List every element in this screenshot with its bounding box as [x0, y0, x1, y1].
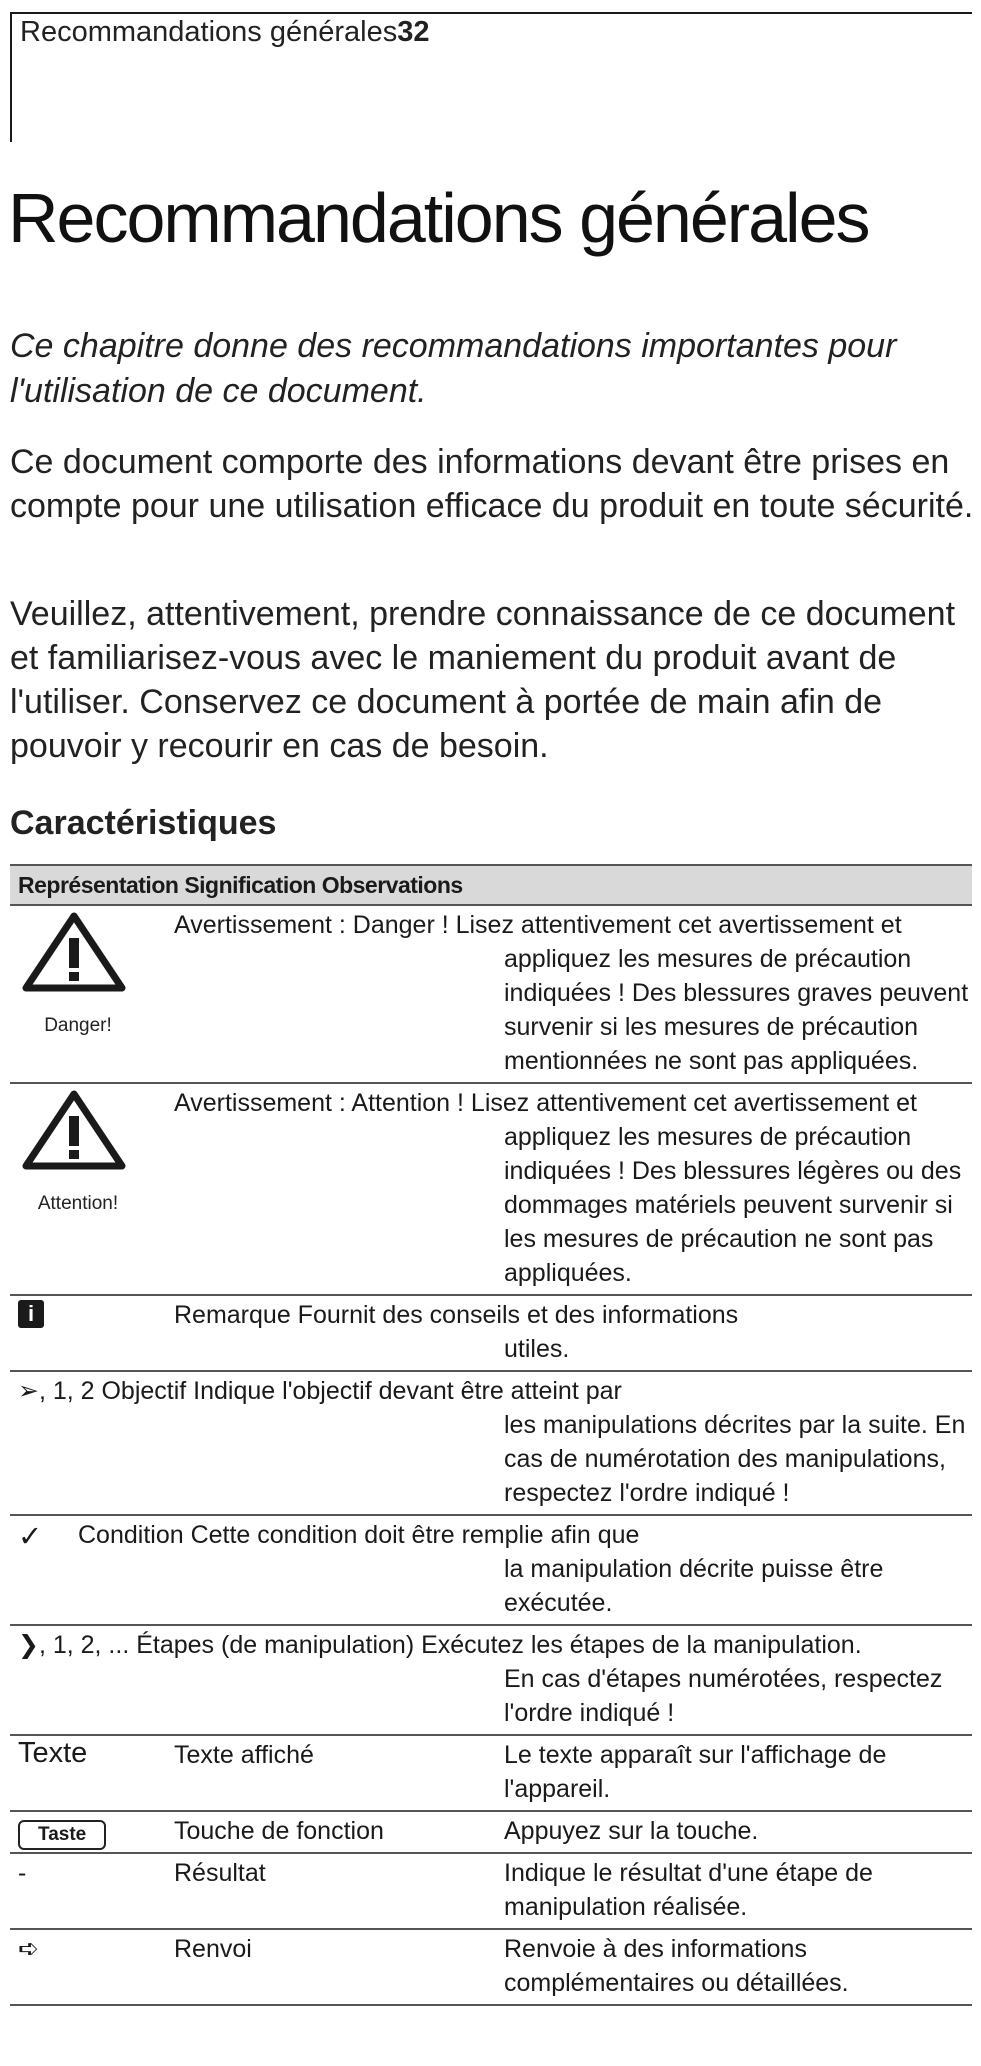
table-row-condition — [10, 1516, 972, 1626]
texte-symbol: Texte — [18, 1737, 88, 1769]
condition-rest: la manipulation décrite puisse être exécutée. — [504, 1555, 884, 1617]
resultat-meaning: Résultat — [174, 1859, 266, 1887]
table-row-etapes — [10, 1626, 972, 1736]
danger-label: Danger! — [44, 1015, 112, 1036]
taste-note: Appuyez sur la touche. — [504, 1817, 759, 1845]
dash-symbol: - — [18, 1859, 27, 1887]
table-row-attention — [10, 1084, 972, 1296]
danger-rest: appliquez les mesures de précaution indiquées ! Des blessures graves peuvent survenir si les mesures de précaution mentionnées ne sont pas appliquées. — [504, 945, 969, 1075]
intro-paragraph: Ce chapitre donne des recommandations importantes pour l'utilisation de ce document. — [10, 327, 897, 410]
info-icon: i — [18, 1300, 44, 1328]
table-row-danger — [10, 906, 972, 1084]
symbols-table — [10, 864, 972, 2006]
header-text — [20, 16, 429, 49]
attention-warning — [18, 1088, 138, 1221]
attention-first-line: Avertissement : Attention ! Lisez attentivement cet avertissement et — [174, 1089, 917, 1117]
page-number: 32 — [397, 16, 430, 48]
attention-rest: appliquez les mesures de précaution indiquées ! Des blessures légères ou des dommages matériels peuvent survenir si les mesures de précaution ne sont pas appliquées. — [504, 1123, 962, 1287]
section-title: Caractéristiques — [10, 804, 277, 842]
etapes-rest: En cas d'étapes numérotées, respectez l'ordre indiqué ! — [504, 1665, 943, 1727]
renvoi-meaning: Renvoi — [174, 1935, 252, 1963]
texte-note: Le texte apparaît sur l'affichage de l'appareil. — [504, 1741, 887, 1803]
key-icon: Taste — [18, 1820, 106, 1850]
table-row-resultat — [10, 1854, 972, 1930]
warning-triangle-icon — [18, 910, 138, 1000]
taste-meaning: Touche de fonction — [174, 1817, 384, 1845]
table-header: Représentation Signification Observations — [10, 864, 972, 906]
condition-first-line: Condition Cette condition doit être remplie afin que — [78, 1521, 640, 1549]
check-icon: ✓ — [18, 1521, 43, 1553]
table-row-texte — [10, 1736, 972, 1812]
table-row-objectif — [10, 1372, 972, 1516]
attention-label: Attention! — [37, 1193, 119, 1214]
paragraph-2: Veuillez, attentivement, prendre connaissance de ce document et familiarisez-vous avec le maniement du produit avant de l'utiliser. Conservez ce document à portée de main afin de pouvoir y recourir en cas de besoin. — [10, 595, 956, 765]
renvoi-note: Renvoie à des informations complémentaires ou détaillées. — [504, 1935, 849, 1997]
page-title: Recommandations générales — [8, 179, 869, 257]
remarque-first-line: Remarque Fournit des conseils et des informations — [174, 1301, 739, 1329]
table-row-taste — [10, 1812, 972, 1854]
danger-first-line: Avertissement : Danger ! Lisez attentivement cet avertissement et — [174, 911, 902, 939]
resultat-note: Indique le résultat d'une étape de manipulation réalisée. — [504, 1859, 873, 1921]
taste-symbol — [18, 1815, 106, 1850]
remarque-symbol — [18, 1300, 44, 1328]
objectif-rest: les manipulations décrites par la suite. En cas de numérotation des manipulations, respectez l'ordre indiqué ! — [504, 1411, 966, 1507]
remarque-rest: utiles. — [504, 1335, 570, 1363]
danger-warning — [18, 910, 138, 1043]
paragraph-1: Ce document comporte des informations devant être prises en compte pour une utilisation efficace du produit en toute sécurité. — [10, 443, 974, 525]
page-header — [10, 12, 972, 142]
table-row-renvoi — [10, 1930, 972, 2006]
objectif-first-line: ➢, 1, 2 Objectif Indique l'objectif devant être atteint par — [18, 1377, 622, 1405]
warning-triangle-icon — [18, 1088, 138, 1178]
table-row-remarque — [10, 1296, 972, 1372]
etapes-first-line: ❯, 1, 2, ... Étapes (de manipulation) Exécutez les étapes de la manipulation. — [18, 1631, 862, 1659]
arrow-icon: ➪ — [18, 1935, 39, 1963]
texte-meaning: Texte affiché — [174, 1741, 314, 1769]
header-section: Recommandations générales — [20, 16, 398, 48]
